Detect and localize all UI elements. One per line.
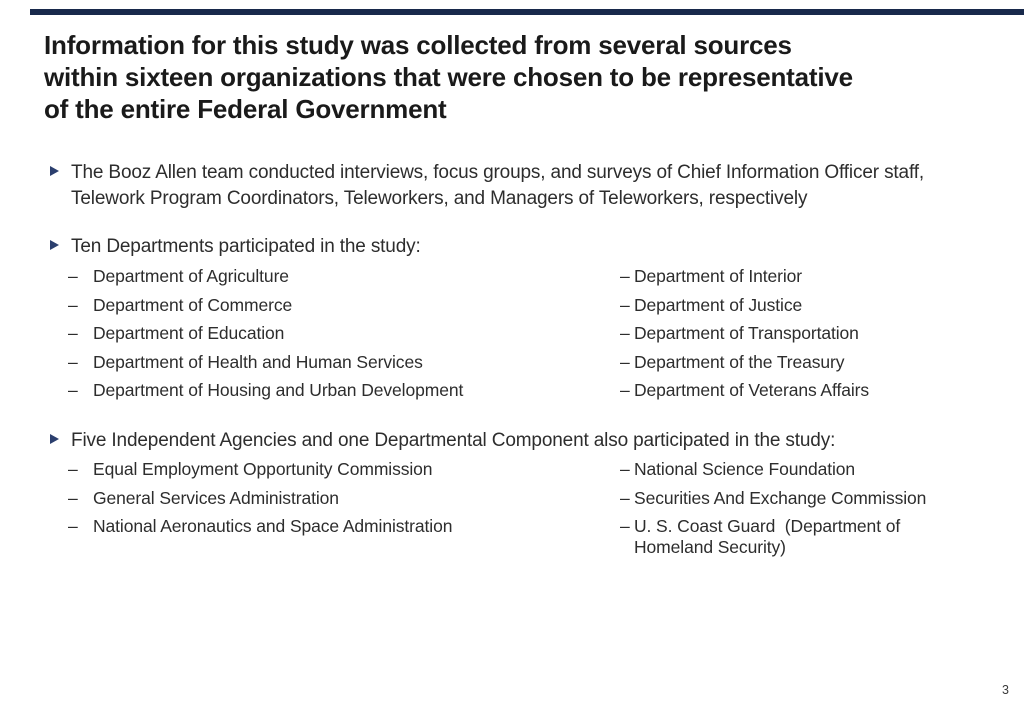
dash-icon: – (68, 487, 78, 508)
page-number: 3 (1002, 683, 1009, 697)
agencies-list-left-column (68, 459, 616, 545)
top-accent-bar (30, 9, 1024, 15)
dash-icon: – (620, 459, 630, 479)
dash-icon: – (68, 380, 78, 400)
dash-icon: – (620, 351, 630, 372)
bullet-item-departments-heading (50, 234, 995, 260)
list-item: – Department of Commerce (68, 294, 293, 315)
list-item: – National Aeronautics and Space Administration (68, 516, 453, 536)
list-item: – National Science Foundation (620, 459, 856, 479)
list-item: – Department of Health and Human Services (68, 351, 423, 372)
list-item: – Department of Transportation (620, 323, 859, 343)
slide-title-line: within sixteen organizations that were chosen to be representative (44, 62, 853, 92)
list-item: – Department of Education (68, 323, 285, 343)
slide-title-line: Information for this study was collected from several sources (44, 30, 792, 60)
bullet-text: The Booz Allen team conducted interviews, focus groups, and surveys of Chief Information Officer staff, Telework Program Coordinators, Teleworkers, and Managers of Teleworkers, respectively (71, 162, 925, 209)
dash-icon: – (620, 516, 630, 536)
list-item: – Department of the Treasury (620, 351, 845, 372)
list-item: – Department of Justice (620, 294, 803, 315)
departments-list-left-column (68, 266, 616, 409)
dash-icon: – (68, 351, 78, 372)
list-item: – U. S. Coast Guard (Department of Homeland Security) (620, 516, 901, 557)
bullet-item-agencies-heading (50, 428, 995, 454)
dash-icon: – (68, 323, 78, 343)
bullet-text: Five Independent Agencies and one Departmental Component also participated in the study: (71, 430, 836, 451)
dash-icon: – (68, 459, 78, 479)
list-item: – Department of Veterans Affairs (620, 380, 870, 400)
departments-list-right-column (620, 266, 942, 409)
dash-icon: – (68, 294, 78, 315)
dash-icon: – (68, 516, 78, 536)
dash-icon: – (620, 323, 630, 343)
dash-icon: – (620, 380, 630, 400)
list-item: – Securities And Exchange Commission (620, 487, 927, 508)
slide-title-line: of the entire Federal Government (44, 94, 447, 124)
dash-icon: – (68, 266, 78, 286)
bullet-text: Ten Departments participated in the study: (71, 236, 421, 257)
dash-icon: – (620, 294, 630, 315)
list-item: – Department of Housing and Urban Development (68, 380, 464, 400)
bullet-arrow-icon (50, 234, 71, 250)
list-item: – Equal Employment Opportunity Commission (68, 459, 433, 479)
list-item: – General Services Administration (68, 487, 339, 508)
dash-icon: – (620, 266, 630, 286)
dash-icon: – (620, 487, 630, 508)
slide-title (44, 29, 853, 125)
agencies-list-right-column (620, 459, 942, 566)
bullet-arrow-icon (50, 160, 71, 176)
list-item: – Department of Agriculture (68, 266, 289, 286)
bullet-item-team (50, 160, 995, 212)
list-item: – Department of Interior (620, 266, 803, 286)
bullet-arrow-icon (50, 428, 71, 444)
